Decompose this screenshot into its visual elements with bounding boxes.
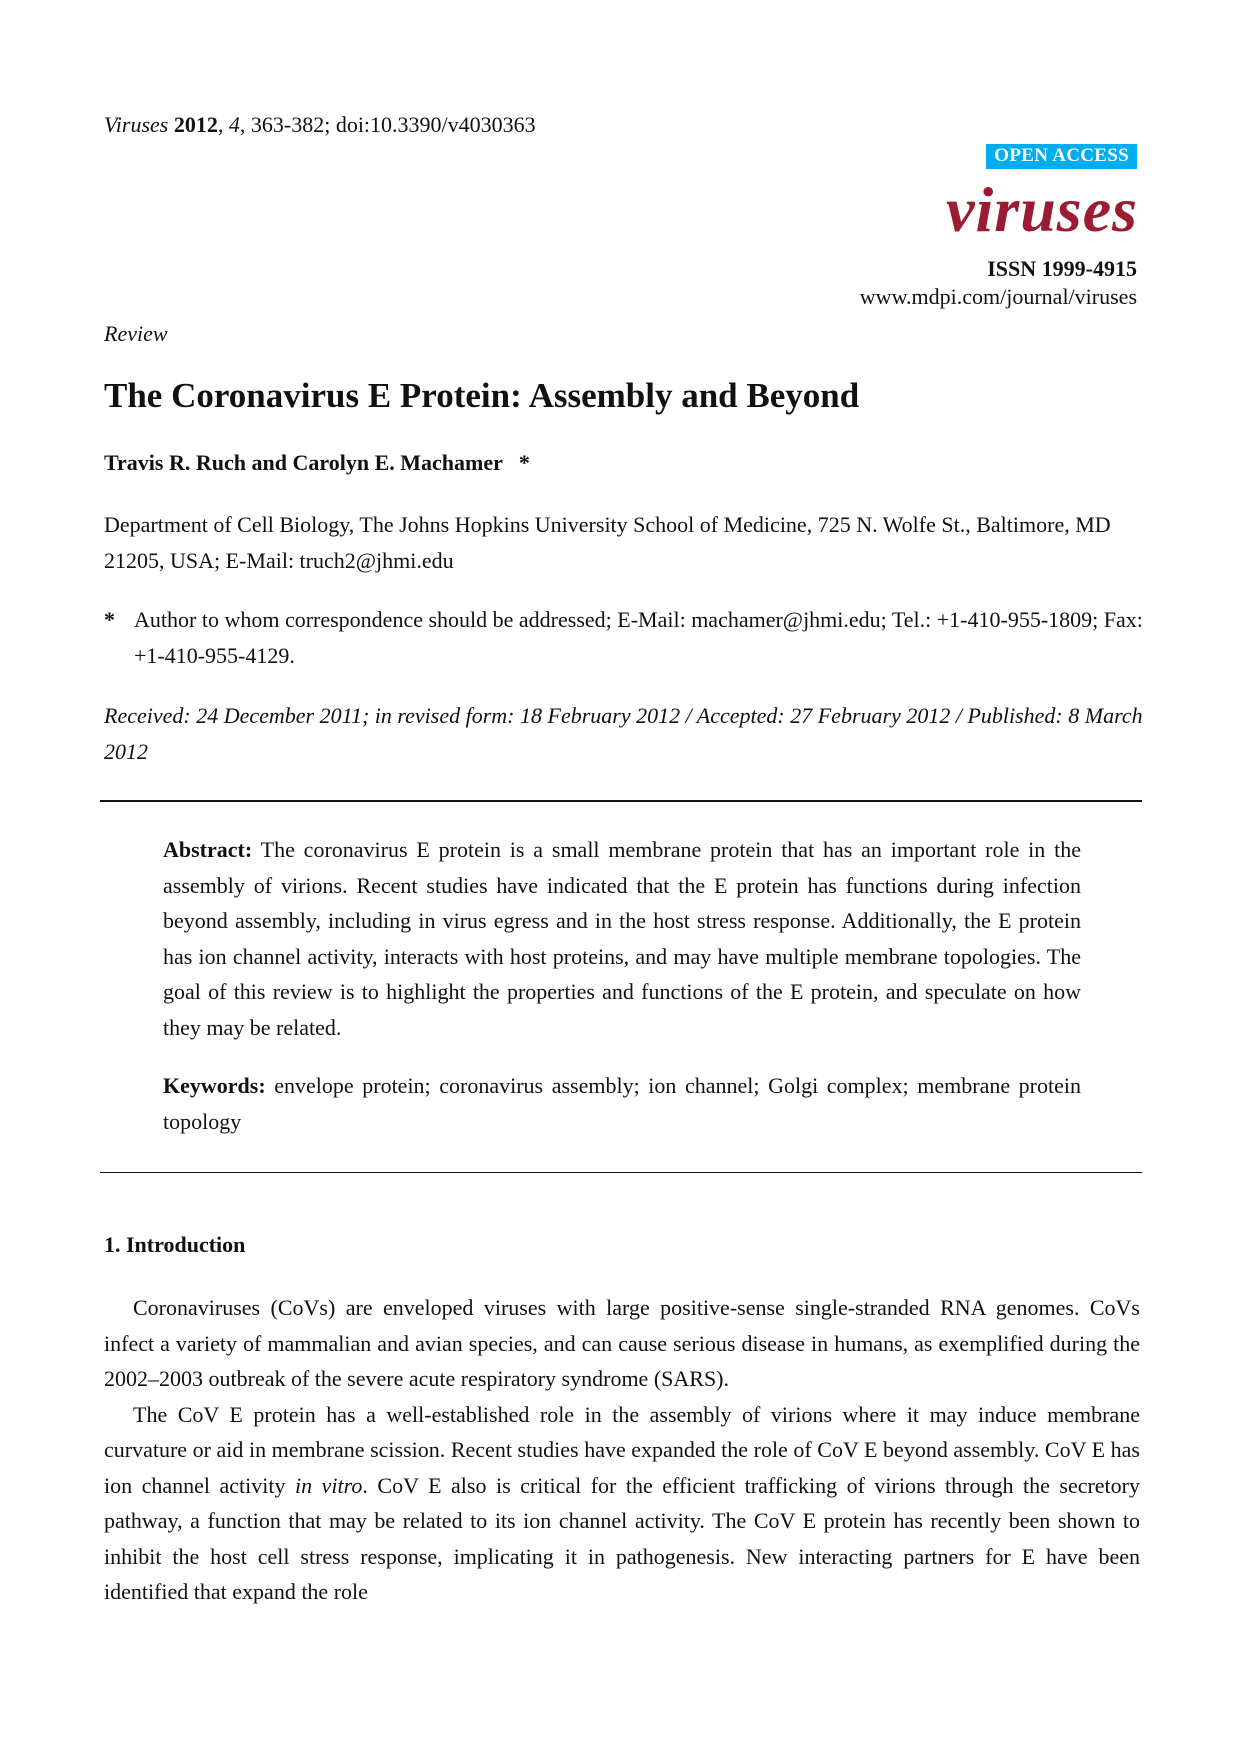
divider-top xyxy=(100,800,1142,802)
introduction-body xyxy=(104,1290,1140,1610)
correspondence-mark: * xyxy=(104,607,115,632)
pages-doi: , 363-382; doi:10.3390/v4030363 xyxy=(239,112,536,137)
affiliation: Department of Cell Biology, The Johns Hopkins University School of Medicine, 725 N. Wolfe St., Baltimore, MD 21205, USA; E-Mail: truch2@jhmi.edu xyxy=(104,512,1111,573)
keywords xyxy=(163,1068,1081,1139)
authors xyxy=(104,450,530,476)
article-dates: Received: 24 December 2011; in revised form: 18 February 2012 / Accepted: 27 February 2012 / Published: 8 March 2012 xyxy=(104,703,1143,764)
issn: ISSN 1999-4915 xyxy=(987,256,1137,281)
italic-term: in vitro xyxy=(295,1472,363,1498)
abstract xyxy=(163,832,1081,1045)
keywords-text: envelope protein; coronavirus assembly; ion channel; Golgi complex; membrane protein topology xyxy=(163,1073,1081,1134)
article-title: The Coronavirus E Protein: Assembly and Beyond xyxy=(104,376,860,415)
abstract-label: Abstract: xyxy=(163,837,253,862)
paragraph-text: . CoV E also is critical for the efficient trafficking of virions through the secretory pathway, a function that may be related to its ion channel activity. The CoV E protein has recently been shown to inhibit the host cell stress response, implicating it in pathogenesis. New interacting partners for E have been identified that expand the role xyxy=(104,1472,1140,1604)
keywords-label: Keywords: xyxy=(163,1073,266,1098)
citation-line: Viruses 2012, 4, 363-382; doi:10.3390/v4030363 xyxy=(104,112,536,137)
journal-url[interactable]: www.mdpi.com/journal/viruses xyxy=(859,284,1137,309)
open-access-badge: OPEN ACCESS xyxy=(986,144,1137,169)
divider-bottom xyxy=(100,1172,1142,1173)
year: 2012 xyxy=(173,112,218,137)
abstract-text: The coronavirus E protein is a small membrane protein that has an important role in the assembly of virions. Recent studies have indicated that the E protein has functions during infection beyond assembly, including in virus egress and in the host stress response. Additionally, the E protein has ion channel activity, interacts with host proteins, and may have multiple membrane topologies. The goal of this review is to highlight the properties and functions of the E protein, and speculate on how they may be related. xyxy=(163,837,1081,1040)
paragraph: Coronaviruses (CoVs) are enveloped viruses with large positive-sense single-stranded RNA genomes. CoVs infect a variety of mammalian and avian species, and can cause serious disease in humans, as exemplified during the 2002–2003 outbreak of the severe acute respiratory syndrome (SARS). xyxy=(104,1295,1140,1391)
corresponding-mark: * xyxy=(518,450,530,475)
paragraph-text: The CoV E protein has a well-established role in the assembly of virions where it may induce membrane curvature or aid in membrane scission. Recent studies have expanded the role of CoV E beyond assembly. CoV E has ion channel activity xyxy=(104,1401,1140,1498)
paragraph xyxy=(104,1397,1140,1610)
section-heading: 1. Introduction xyxy=(104,1232,246,1257)
journal-logo: viruses xyxy=(946,174,1138,245)
volume: 4 xyxy=(228,112,240,137)
correspondence-text: Author to whom correspondence should be addressed; E-Mail: machamer@jhmi.edu; Tel.: +1-410-955-1809; Fax: +1-410-955-4129. xyxy=(134,607,1143,668)
author-names: Travis R. Ruch and Carolyn E. Machamer xyxy=(104,450,503,475)
journal-name: Viruses xyxy=(104,112,169,137)
article-type: Review xyxy=(104,321,168,346)
correspondence xyxy=(104,602,1144,674)
